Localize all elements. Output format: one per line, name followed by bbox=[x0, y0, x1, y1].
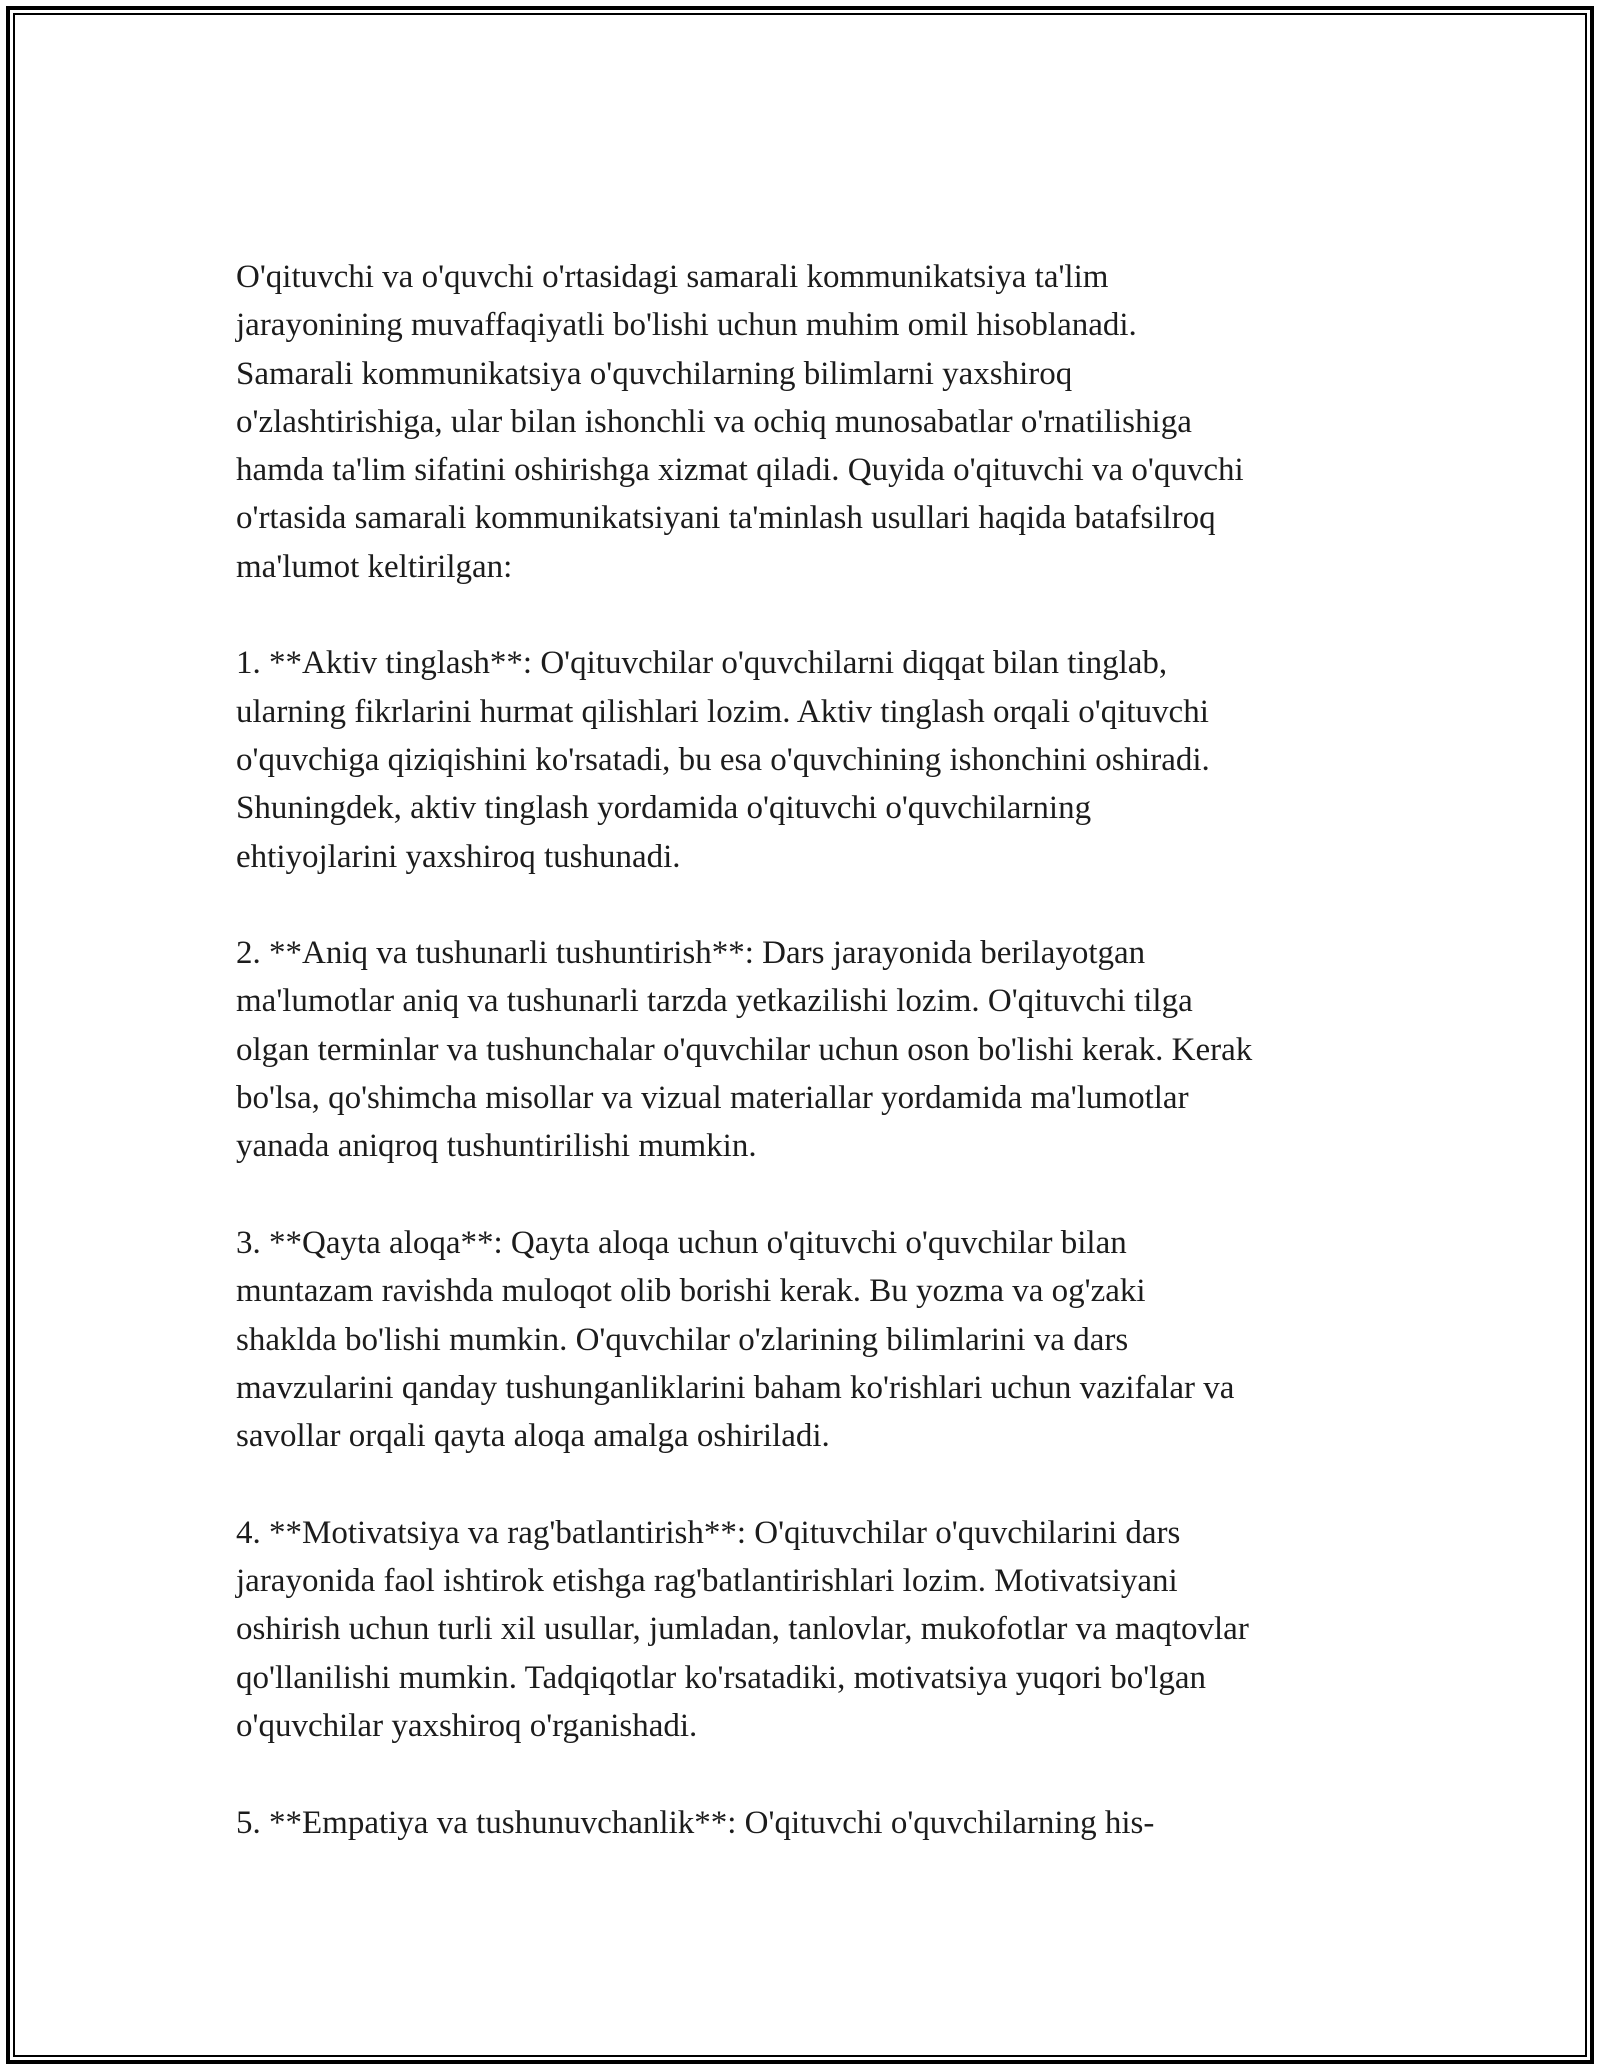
text-line: oshirish uchun turli xil usullar, jumladan, tanlovlar, mukofotlar va maqtovlar bbox=[236, 1611, 1249, 1648]
text-line: Samarali kommunikatsiya o'quvchilarning bilimlarni yaxshiroq bbox=[236, 355, 1073, 392]
list-item-2-paragraph bbox=[236, 929, 1381, 1170]
text-line: o'quvchilar yaxshiroq o'rganishadi. bbox=[236, 1707, 698, 1744]
text-line: muntazam ravishda muloqot olib borishi kerak. Bu yozma va og'zaki bbox=[236, 1273, 1146, 1310]
text-line: ma'lumot keltirilgan: bbox=[236, 548, 513, 585]
text-line: ma'lumotlar aniq va tushunarli tarzda yetkazilishi lozim. O'qituvchi tilga bbox=[236, 983, 1193, 1020]
text-line: 4. **Motivatsiya va rag'batlantirish**: O'qituvchilar o'quvchilarini dars bbox=[236, 1514, 1181, 1551]
text-line: o'quvchiga qiziqishini ko'rsatadi, bu esa o'quvchining ishonchini oshiradi. bbox=[236, 741, 1210, 778]
text-line: Shuningdek, aktiv tinglash yordamida o'qituvchi o'quvchilarning bbox=[236, 790, 1092, 827]
text-line: 2. **Aniq va tushunarli tushuntirish**: Dars jarayonida berilayotgan bbox=[236, 935, 1146, 972]
text-line: bo'lsa, qo'shimcha misollar va vizual materiallar yordamida ma'lumotlar bbox=[236, 1080, 1189, 1117]
text-line: O'qituvchi va o'quvchi o'rtasidagi samarali kommunikatsiya ta'lim bbox=[236, 259, 1109, 295]
text-line: qo'llanilishi mumkin. Tadqiqotlar ko'rsatadiki, motivatsiya yuqori bo'lgan bbox=[236, 1659, 1206, 1696]
text-line: 3. **Qayta aloqa**: Qayta aloqa uchun o'qituvchi o'quvchilar bilan bbox=[236, 1224, 1127, 1261]
text-line: yanada aniqroq tushuntirilishi mumkin. bbox=[236, 1128, 757, 1165]
text-line: o'rtasida samarali kommunikatsiyani ta'minlash usullari haqida batafsilroq bbox=[236, 500, 1216, 537]
list-item-4-paragraph bbox=[236, 1509, 1381, 1750]
text-line: hamda ta'lim sifatini oshirishga xizmat qiladi. Quyida o'qituvchi va o'quvchi bbox=[236, 452, 1244, 489]
text-line: jarayonida faol ishtirok etishga rag'batlantirishlari lozim. Motivatsiyani bbox=[236, 1563, 1178, 1600]
text-line: jarayonining muvaffaqiyatli bo'lishi uchun muhim omil hisoblanadi. bbox=[236, 307, 1137, 344]
document-body bbox=[236, 253, 1381, 1895]
text-line: mavzularini qanday tushunganliklarini baham ko'rishlari uchun vazifalar va bbox=[236, 1369, 1235, 1406]
text-line: olgan terminlar va tushunchalar o'quvchilar uchun oson bo'lishi kerak. Kerak bbox=[236, 1031, 1253, 1068]
text-line: ularning fikrlarini hurmat qilishlari lozim. Aktiv tinglash orqali o'qituvchi bbox=[236, 693, 1209, 730]
list-item-3-paragraph bbox=[236, 1219, 1381, 1460]
list-item-1-paragraph bbox=[236, 639, 1381, 880]
intro-paragraph bbox=[236, 253, 1381, 591]
text-line: 1. **Aktiv tinglash**: O'qituvchilar o'quvchilarni diqqat bilan tinglab, bbox=[236, 645, 1168, 682]
list-item-5-paragraph bbox=[236, 1799, 1381, 1847]
text-line: o'zlashtirishiga, ular bilan ishonchli va ochiq munosabatlar o'rnatilishiga bbox=[236, 403, 1192, 440]
text-line: ehtiyojlarini yaxshiroq tushunadi. bbox=[236, 838, 681, 875]
text-line: 5. **Empatiya va tushunuvchanlik**: O'qituvchi o'quvchilarning his- bbox=[236, 1804, 1155, 1841]
text-line: savollar orqali qayta aloqa amalga oshiriladi. bbox=[236, 1418, 830, 1455]
text-line: shaklda bo'lishi mumkin. O'quvchilar o'zlarining bilimlarini va dars bbox=[236, 1321, 1129, 1358]
